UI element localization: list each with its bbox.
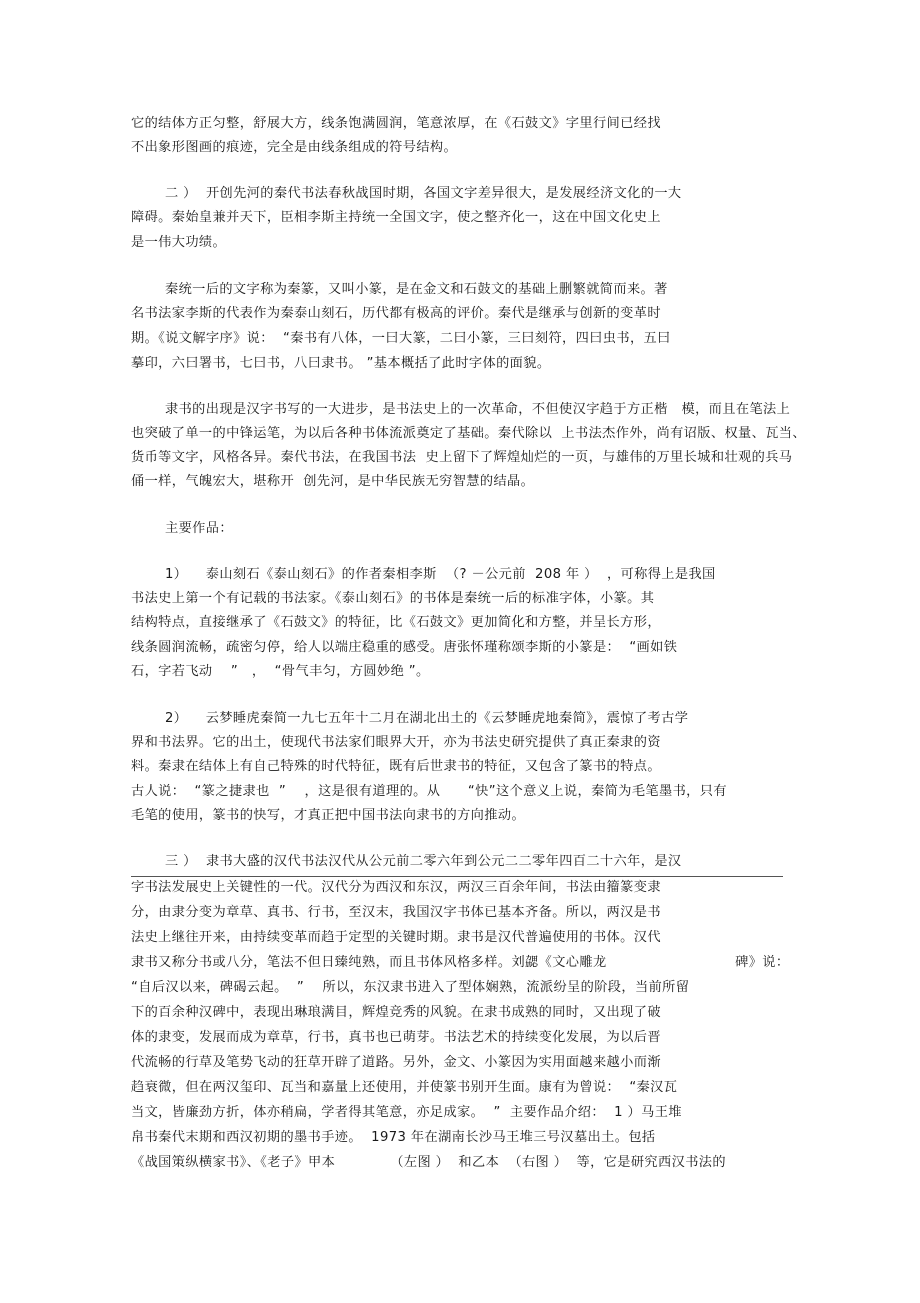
text-line: 体的隶变，发展而成为章草，行书，真书也已萌芽。书法艺术的持续变化发展，为以后晋 — [131, 1030, 661, 1045]
text-line: 趋衰微，但在两汉玺印、瓦当和嘉量上还使用，并使篆书别开生面。康有为曾说： “秦汉瓦 — [131, 1080, 678, 1095]
text-line: 名书法家李斯的代表作为秦泰山刻石，历代都有极高的评价。秦代是继承与创新的变革时 — [131, 306, 661, 321]
text-line: 秦统一后的文字称为秦篆，又叫小篆，是在金文和石鼓文的基础上删繁就简而来。著 — [165, 282, 668, 297]
text-line: 三 ） 隶书大盛的汉代书法汉代从公元前二零六年到公元二二零年四百二十六年，是汉 — [165, 854, 682, 869]
text-line: 隶书又称分书或八分，笔法不但日臻纯熟，而且书体风格多样。刘勰《文心雕龙 碑》说： — [131, 955, 790, 970]
text-line: 帛书秦代末期和西汉初期的墨书手迹。 1973 年在湖南长沙马王堆三号汉墓出土。包括 — [131, 1130, 656, 1145]
text-line: 期。《说文解字序》说： “秦书有八体，一曰大篆，二曰小篆，三曰刻符，四曰虫书，五曰 — [131, 331, 671, 346]
section-heading: 主要作品： — [165, 521, 233, 536]
text-line: 障碍。秦始皇兼并天下，臣相李斯主持统一全国文字，使之整齐化一，这在中国文化史上 — [131, 210, 661, 225]
text-line: 结构特点，直接继承了《石鼓文》的特征，比《石鼓文》更加简化和方整，并呈长方形， — [131, 615, 661, 630]
text-line: 法史上继往开来，由持续变革而趋于定型的关键时期。隶书是汉代普遍使用的书体。汉代 — [131, 930, 661, 945]
text-line: 下的百余种汉碑中，表现出琳琅满目，辉煌竞秀的风貌。在隶书成熟的同时，又出现了破 — [131, 1005, 661, 1020]
text-line: 隶书的出现是汉字书写的一大进步，是书法史上的一次革命，不但使汉字趋于方正楷 模，而且在笔法上 — [165, 402, 791, 417]
text-line: 分，由隶分变为章草、真书、行书，至汉末，我国汉字书体已基本齐备。所以，两汉是书 — [131, 905, 661, 920]
text-line: 书法史上第一个有记载的书法家。《泰山刻石》的书体是秦统一后的标准字体，小篆。其 — [131, 591, 655, 606]
text-line: 俑一样，气魄宏大，堪称开 创先河，是中华民族无穷智慧的结晶。 — [131, 474, 535, 489]
text-line: 字书法发展史上关键性的一代。汉代分为西汉和东汉，两汉三百余年间，书法由籀篆变隶 — [131, 880, 661, 895]
divider-line — [131, 876, 783, 877]
text-line: 当文，皆廉劲方折，体亦稍扁，学者得其笔意，亦足成家。 ” 主要作品介绍： 1 ）马王堆 — [131, 1105, 682, 1120]
text-line: “自后汉以来，碑碣云起。 ” 所以，东汉隶书进入了型体娴熟，流派纷呈的阶段，当前所留 — [131, 980, 690, 995]
text-line: 它的结体方正匀整，舒展大方，线条饱满圆润，笔意浓厚，在《石鼓文》字里行间已经找 — [131, 116, 661, 131]
text-line: 界和书法界。它的出土，使现代书法家们眼界大开，亦为书法史研究提供了真正秦隶的资 — [131, 735, 661, 750]
text-line: 摹印，六曰署书，七曰书，八曰隶书。 ”基本概括了此时字体的面貌。 — [131, 356, 551, 371]
text-line: 二 ） 开创先河的秦代书法春秋战国时期，各国文字差异很大，是发展经济文化的一大 — [165, 186, 682, 201]
text-line: 代流畅的行草及笔势飞动的狂草开辟了道路。另外，金文、小篆因为实用面越来越小而渐 — [131, 1055, 661, 1070]
text-line: 石，字若飞动 ” ， “骨气丰匀，方圆妙绝 ”。 — [131, 664, 430, 679]
text-line: 毛笔的使用，篆书的快写，才真正把中国书法向隶书的方向推动。 — [131, 808, 526, 823]
text-line: 料。秦隶在结体上有自己特殊的时代特征，既有后世隶书的特征，又包含了篆书的特点。 — [131, 759, 661, 774]
text-line: 线条圆润流畅，疏密匀停，给人以端庄稳重的感受。唐张怀瑾称颂李斯的小篆是： “画如铁 — [131, 640, 678, 655]
text-line: 是一伟大功绩。 — [131, 235, 227, 250]
text-line: 不出象形图画的痕迹，完全是由线条组成的符号结构。 — [131, 140, 458, 155]
text-line: 古人说： “篆之捷隶也 ” ，这是很有道理的。从 “快”这个意义上说，秦简为毛笔墨书，只有 — [131, 784, 727, 799]
text-line: 货币等文字，风格各异。秦代书法，在我国书法 史上留下了辉煌灿烂的一页，与雄伟的万里长城和壮观的兵马 — [131, 450, 793, 465]
text-line: 《战国策纵横家书》、《老子》甲本 （左图 ） 和乙本 （右图 ） 等，它是研究西汉书法的 — [131, 1155, 726, 1170]
text-line: 1） 泰山刻石《泰山刻石》的作者秦相李斯 （? －公元前 208 年 ） ，可称得上是我国 — [165, 567, 716, 582]
text-line: 2） 云梦睡虎秦简一九七五年十二月在湖北出土的《云梦睡虎地秦简》，震惊了考古学 — [165, 711, 689, 726]
text-line: 也突破了单一的中锋运笔，为以后各种书体流派奠定了基础。秦代除以 上书法杰作外，尚有诏版、权量、瓦当、 — [131, 426, 806, 441]
